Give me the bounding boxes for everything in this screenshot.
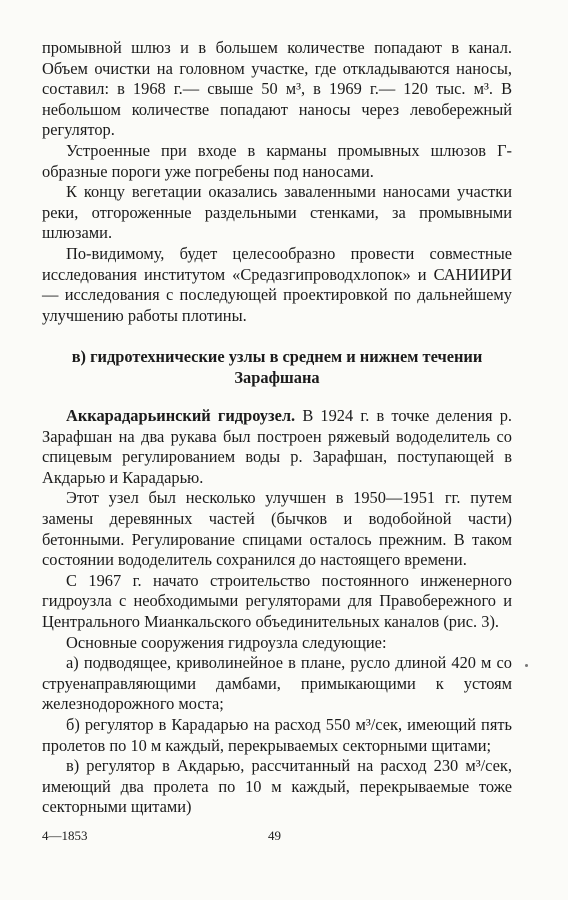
- list-item: а) подводящее, криволинейное в плане, русло длиной 420 м со струенаправляющими дамбами, примыкающими к устоям железнодорожного моста;: [42, 653, 512, 714]
- signature-mark: 4—1853: [42, 828, 88, 843]
- paragraph: К концу вегетации оказались заваленными наносами участки реки, отгороженные раздельными стенками, за промывными шлюзами.: [42, 182, 512, 243]
- section-heading: [42, 346, 512, 388]
- paragraph: [42, 406, 512, 488]
- paragraph: Основные сооружения гидроузла следующие:: [66, 632, 387, 652]
- paragraph: По-видимому, будет целесообразно провести совместные исследования институтом «Средазгипроводхлопок» и САНИИРИ — исследования с последующей проектировкой по дальнейшему улучшению работы плотины.: [42, 243, 512, 325]
- runin-title: Аккарадарьинский гидроузел.: [66, 406, 296, 425]
- page-number: 49: [268, 828, 281, 843]
- paragraph: промывной шлюз и в большем количестве попадают в канал. Объем очистки на головном участке, где откладываются наносы, составил: в 1968 г.— свыше 50 м³, в 1969 г.— 120 тыс. м³. В небольшом количестве попадают наносы через левобережный регулятор.: [42, 38, 512, 140]
- list-item: б) регулятор в Карадарью на расход 550 м³/сек, имеющий пять пролетов по 10 м каждый, перекрываемых секторными щитами;: [42, 714, 512, 755]
- section-heading-line: Зарафшана: [234, 368, 320, 387]
- section-body: [42, 406, 512, 818]
- list-item: в) регулятор в Акдарью, рассчитанный на расход 230 м³/сек, имеющий два пролета по 10 м каждый, перекрываемые тоже секторными щитами): [42, 756, 512, 817]
- print-speck: [525, 664, 528, 667]
- section-heading-line: в) гидротехнические узлы в среднем и нижнем течении: [71, 347, 483, 366]
- body-text-top: [42, 38, 512, 326]
- paragraph-text: В 1924 г. в точке деления р. Зарафшан на два рукава был построен ряжевый вододелитель со спицевым регулированием воды р. Зарафшан, поступающей в Акдарью и Карадарью.: [42, 406, 513, 487]
- paragraph: С 1967 г. начато строительство постоянного инженерного гидроузла с необходимыми регуляторами для Правобережного и Центрального Мианкальского объединительных каналов (рис. 3).: [42, 570, 512, 631]
- page-footer: [42, 826, 512, 846]
- paragraph: Устроенные при входе в карманы промывных шлюзов Г-образные пороги уже погребены под наносами.: [42, 140, 512, 181]
- paragraph: Этот узел был несколько улучшен в 1950—1951 гг. путем замены деревянных частей (бычков и водобойной части) бетонными. Регулирование спицами осталось прежним. В таком состоянии вододелитель сохранился до настоящего времени.: [42, 488, 512, 570]
